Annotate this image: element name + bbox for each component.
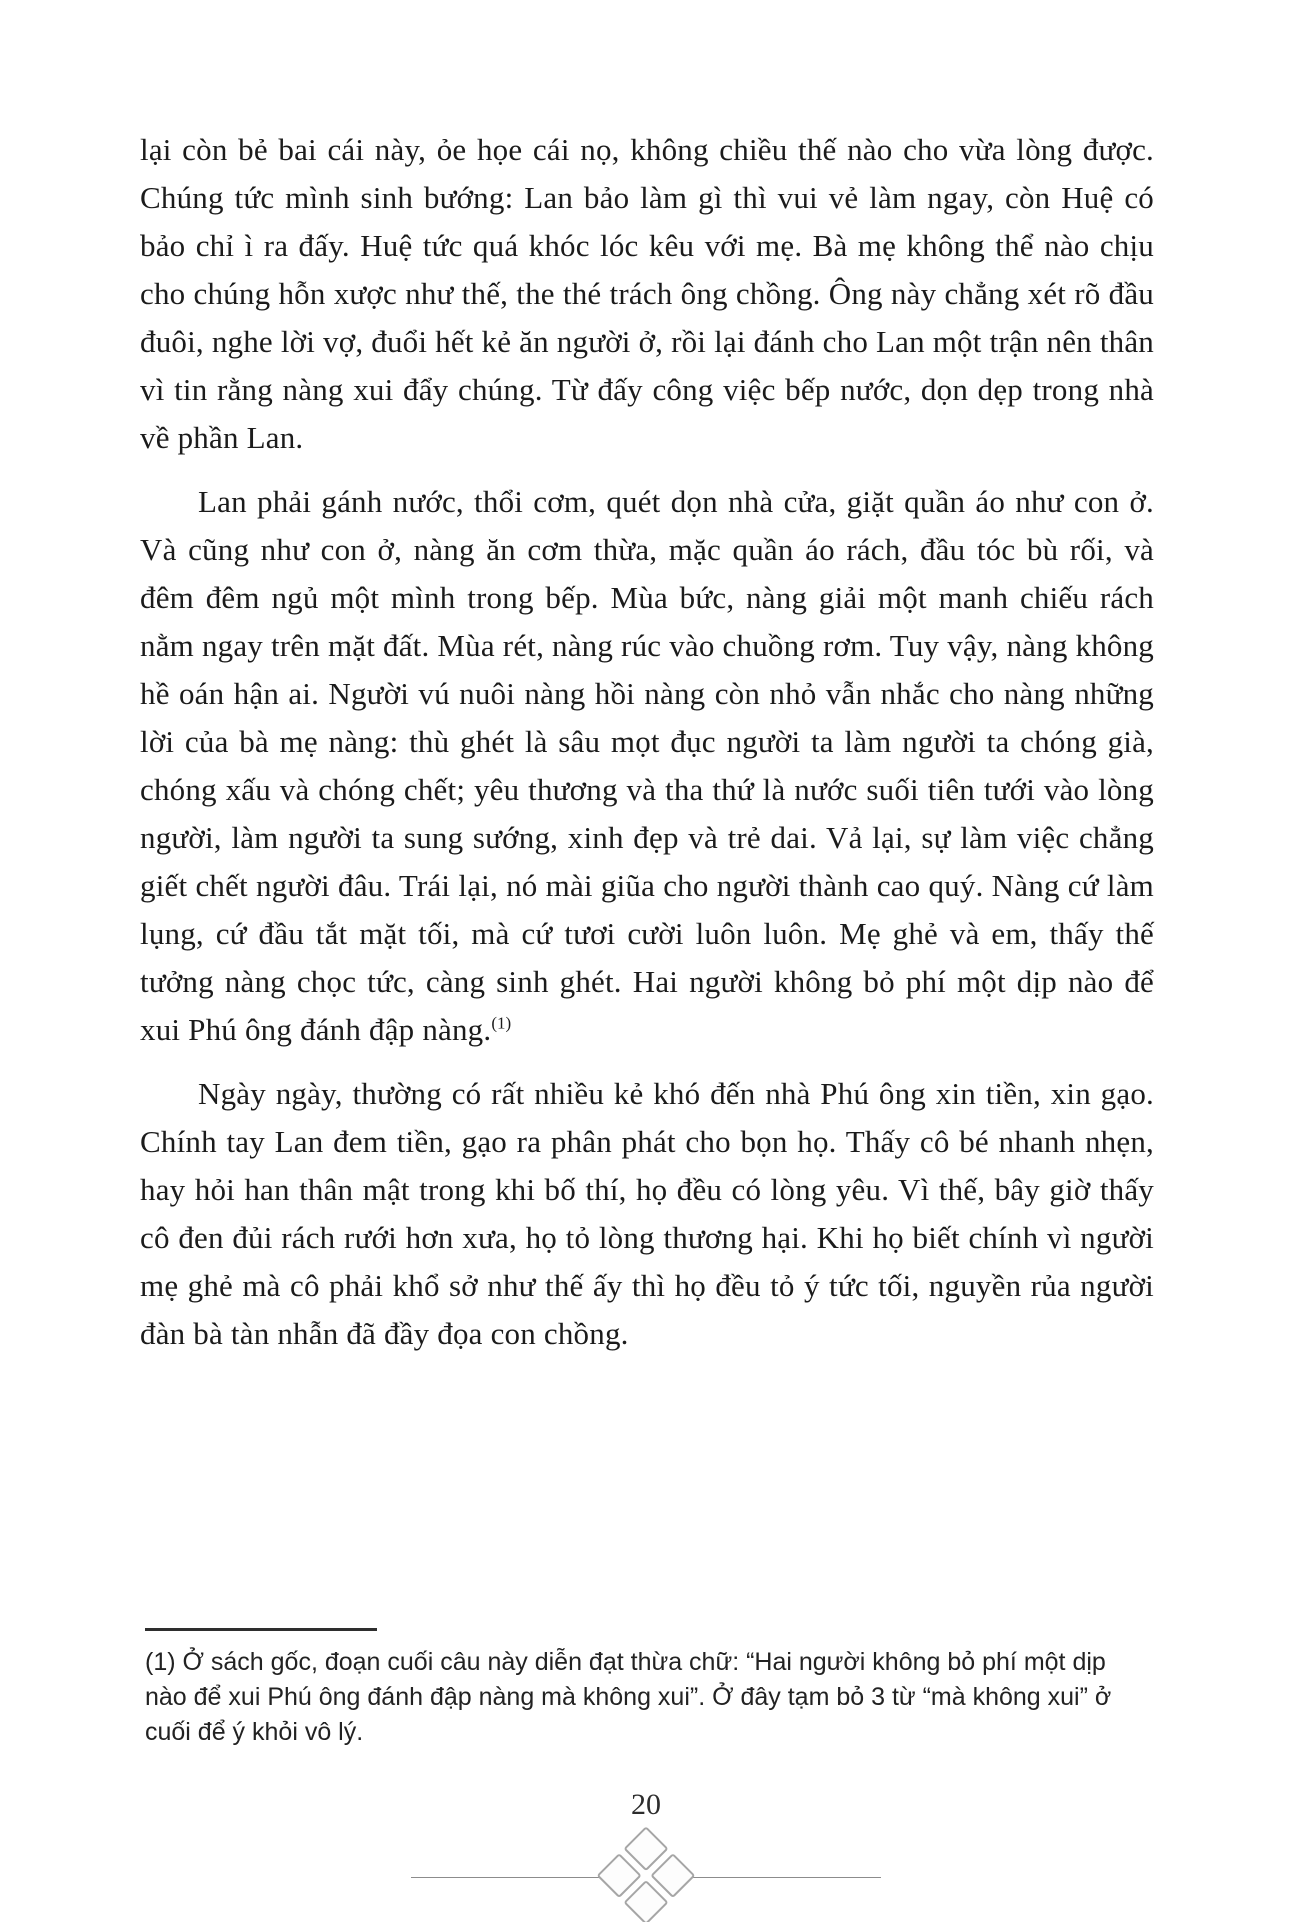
footnote-text: (1) Ở sách gốc, đoạn cuối câu này diễn đạt thừa chữ: “Hai người không bỏ phí một dịp nào để xui Phú ông đánh đập nàng mà không xui”. Ở đây tạm bỏ 3 từ “mà không xui” ở cuối để ý khỏi vô lý.: [145, 1648, 1112, 1746]
body-paragraph: [140, 478, 1154, 1054]
footnote-block: [145, 1628, 1137, 1750]
body-paragraph: [140, 126, 1154, 462]
paragraph-text: Lan phải gánh nước, thổi cơm, quét dọn nhà cửa, giặt quần áo như con ở. Và cũng như con ở, nàng ăn cơm thừa, mặc quần áo rách, đầu tóc bù rối, và đêm đêm ngủ một mình trong bếp. Mùa bức, nàng giải một manh chiếu rách nằm ngay trên mặt đất. Mùa rét, nàng rúc vào chuồng rơm. Tuy vậy, nàng không hề oán hận ai. Người vú nuôi nàng hồi nàng còn nhỏ vẫn nhắc cho nàng những lời của bà mẹ nàng: thù ghét là sâu mọt đục người ta làm người ta chóng già, chóng xấu và chóng chết; yêu thương và tha thứ là nước suối tiên tưới vào lòng người, làm người ta sung sướng, xinh đẹp và trẻ dai. Vả lại, sự làm việc chẳng giết chết người đâu. Trái lại, nó mài giũa cho người thành cao quý. Nàng cứ làm lụng, cứ đầu tắt mặt tối, mà cứ tươi cười luôn luôn. Mẹ ghẻ và em, thấy thế tưởng nàng chọc tức, càng sinh ghét. Hai người không bỏ phí một dịp nào để xui Phú ông đánh đập nàng.: [140, 484, 1154, 1047]
body-paragraph: [140, 1070, 1154, 1358]
footnote-reference: (1): [491, 1013, 512, 1033]
ornament-rule-left: [411, 1877, 613, 1878]
page-body: [140, 126, 1154, 1374]
diamond-ornament-icon: [591, 1822, 701, 1922]
page-number: 20: [631, 1788, 661, 1821]
paragraph-text: lại còn bẻ bai cái này, ỏe họe cái nọ, không chiều thế nào cho vừa lòng được. Chúng tức mình sinh bướng: Lan bảo làm gì thì vui vẻ làm ngay, còn Huệ có bảo chỉ ì ra đấy. Huệ tức quá khóc lóc kêu với mẹ. Bà mẹ không thể nào chịu cho chúng hỗn xược như thế, the thé trách ông chồng. Ông này chẳng xét rõ đầu đuôi, nghe lời vợ, đuổi hết kẻ ăn người ở, rồi lại đánh cho Lan một trận nên thân vì tin rằng nàng xui đẩy chúng. Từ đấy công việc bếp nước, dọn dẹp trong nhà về phần Lan.: [140, 132, 1154, 455]
footnote-separator: [145, 1628, 377, 1631]
page-ornament: [411, 1822, 881, 1922]
paragraph-text: Ngày ngày, thường có rất nhiều kẻ khó đến nhà Phú ông xin tiền, xin gạo. Chính tay Lan đem tiền, gạo ra phân phát cho bọn họ. Thấy cô bé nhanh nhẹn, hay hỏi han thân mật trong khi bố thí, họ đều có lòng yêu. Vì thế, bây giờ thấy cô đen đủi rách rưới hơn xưa, họ tỏ lòng thương hại. Khi họ biết chính vì người mẹ ghẻ mà cô phải khổ sở như thế ấy thì họ đều tỏ ý tức tối, nguyền rủa người đàn bà tàn nhẫn đã đầy đọa con chồng.: [140, 1076, 1154, 1351]
ornament-rule-right: [679, 1877, 881, 1878]
